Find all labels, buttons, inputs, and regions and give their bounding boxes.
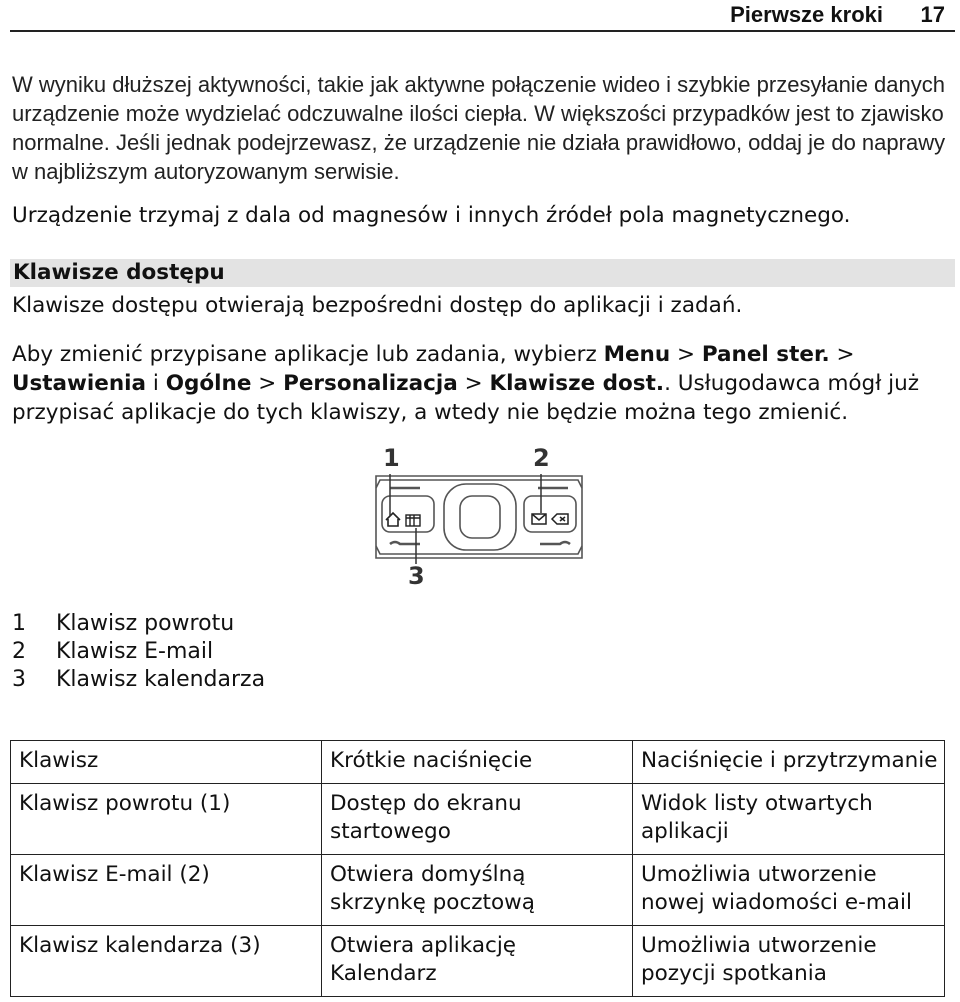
table-cell: Klawisz kalendarza (3)	[11, 926, 322, 997]
menu-path-settings: Ustawienia	[12, 371, 147, 396]
home-icon	[386, 513, 400, 526]
access-keys-table	[10, 740, 945, 997]
key-legend	[12, 610, 265, 694]
table-header-row	[11, 741, 945, 784]
table-row	[11, 855, 945, 926]
legend-item	[12, 638, 265, 666]
column-header: Naciśnięcie i przytrzymanie	[633, 741, 945, 784]
section-heading: Klawisze dostępu	[13, 260, 225, 285]
table-cell: Otwiera domyślną skrzynkę pocztową	[322, 855, 633, 926]
legend-item	[12, 666, 265, 694]
page-header	[10, 0, 955, 32]
table-cell: Klawisz powrotu (1)	[11, 784, 322, 855]
legend-number: 3	[12, 667, 26, 692]
path-separator: >	[670, 342, 702, 367]
table-cell: Otwiera aplikację Kalendarz	[322, 926, 633, 997]
table-cell: Umożliwia utworzenie nowej wiadomości e-mail	[633, 855, 945, 926]
envelope-icon	[532, 514, 546, 524]
access-keys-instructions	[12, 340, 952, 427]
legend-item	[12, 610, 265, 638]
path-separator: >	[457, 371, 490, 396]
legend-label: Klawisz powrotu	[56, 611, 235, 636]
heat-warning-paragraph: W wyniku dłuższej aktywności, takie jak aktywne połączenie wideo i szybkie przesyłanie danych urządzenie może wydzielać odczuwalne ilości ciepła. W większości przypadków jest to zjawisko normalne. Jeśli jednak podejrzewasz, że urządzenie nie działa prawidłowo, oddaj je do naprawy w najbliższym autoryzowanym serwisie.	[12, 72, 946, 184]
calendar-icon	[406, 515, 420, 526]
table-row	[11, 926, 945, 997]
menu-path-menu: Menu	[603, 342, 671, 367]
table-cell: Dostęp do ekranu startowego	[322, 784, 633, 855]
column-header: Klawisz	[11, 741, 322, 784]
section-name: Pierwsze kroki	[730, 2, 883, 27]
instr-text-1: Aby zmienić przypisane aplikacje lub zadania, wybierz	[12, 342, 604, 367]
path-separator: >	[251, 371, 284, 396]
backspace-icon	[552, 514, 568, 524]
menu-path-personalization: Personalizacja	[283, 371, 458, 396]
legend-label: Klawisz E-mail	[56, 639, 214, 664]
menu-path-general: Ogólne	[165, 371, 252, 396]
table-cell: Umożliwia utworzenie pozycji spotkania	[633, 926, 945, 997]
keypad-outline	[376, 476, 582, 558]
legend-number: 2	[12, 639, 26, 664]
magnet-warning-paragraph: Urządzenie trzymaj z dala od magnesów i innych źródeł pola magnetycznego.	[12, 203, 851, 228]
access-keys-intro: Klawisze dostępu otwierają bezpośredni dostęp do aplikacji i zadań.	[12, 293, 743, 318]
page-number: 17	[920, 2, 945, 27]
table-cell: Widok listy otwartych aplikacji	[633, 784, 945, 855]
section-heading-bar	[10, 259, 955, 287]
callout-3-label: 3	[408, 562, 425, 590]
column-header: Krótkie naciśnięcie	[322, 741, 633, 784]
table-row	[11, 784, 945, 855]
menu-path-panel: Panel ster.	[701, 342, 830, 367]
instr-text-3: . Usługodawca mógł już przypisać aplikacje do tych klawiszy, a wtedy nie będzie można tego zmienić.	[12, 371, 920, 425]
menu-path-keys: Klawisze dost.	[489, 371, 665, 396]
path-separator: >	[829, 342, 855, 367]
callout-1-label: 1	[383, 444, 400, 472]
instr-text-2: i	[146, 371, 166, 396]
callout-2-label: 2	[533, 444, 550, 472]
keypad-diagram	[360, 440, 610, 590]
legend-number: 1	[12, 611, 26, 636]
table-cell: Klawisz E-mail (2)	[11, 855, 322, 926]
legend-label: Klawisz kalendarza	[56, 667, 266, 692]
